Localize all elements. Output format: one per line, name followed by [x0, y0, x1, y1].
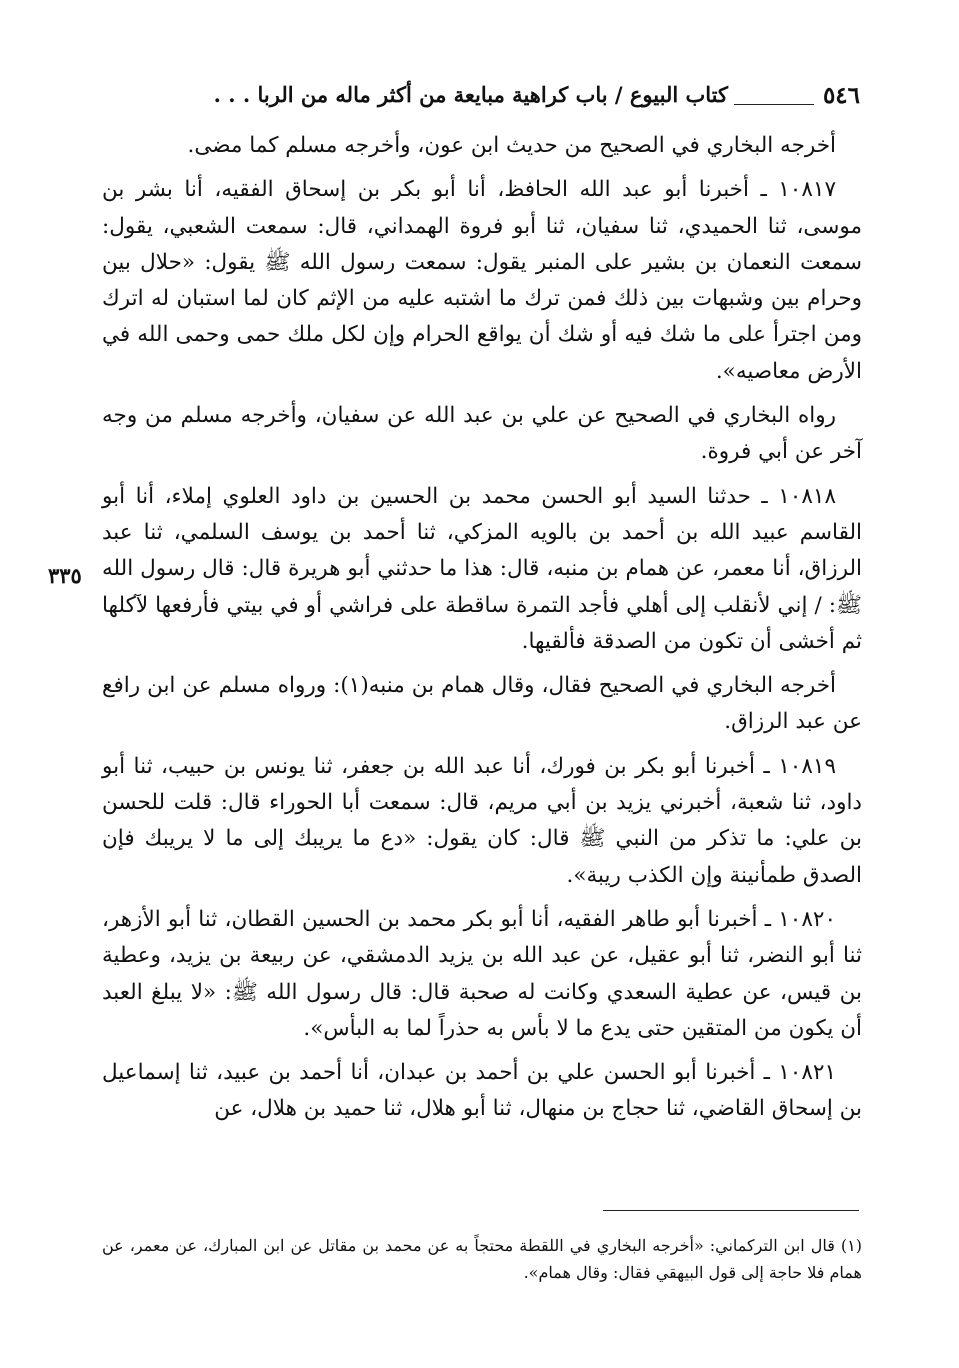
margin-page-reference: ٣٣٥	[48, 563, 82, 588]
header-rule	[734, 104, 814, 105]
paragraph: رواه البخاري في الصحيح عن علي بن عبد الله عن سفيان، وأخرجه مسلم من وجه آخر عن أبي فروة.	[102, 403, 862, 465]
page-number: ٥٤٦	[822, 82, 860, 109]
page-header	[108, 78, 860, 118]
hadith-10817: ١٠٨١٧ ـ أخبرنا أبو عبد الله الحافظ، أنا أبو بكر بن إسحاق الفقيه، أنا بشر بن موسى، ثنا الحميدي، ثنا سفيان، ثنا أبو فروة الهمداني، قال: سمعت الشعبي، يقول: سمعت النعمان بن بشير على المنبر يقول: سمعت رسول الله ﷺ يقول: «حلال بين وحرام بين وشبهات بين ذلك فمن ترك ما اشتبه عليه من الإثم كان لما استبان له اترك ومن اجترأ على ما شك فيه أو شك أن يواقع الحرام وإن لكل ملك حمى وحمى الله في الأرض معاصيه».	[102, 177, 862, 384]
footnote-separator	[603, 1210, 859, 1211]
hadith-10820: ١٠٨٢٠ ـ أخبرنا أبو طاهر الفقيه، أنا أبو بكر محمد بن الحسين القطان، ثنا أبو الأزهر، ثنا أبو النضر، ثنا أبو عقيل، عن عبد الله بن يزيد الدمشقي، عن ربيعة بن يزيد، وعطية بن قيس، عن عطية السعدي وكانت له صحبة قال: قال رسول الله ﷺ: «لا يبلغ العبد أن يكون من المتقين حتى يدع ما لا بأس به حذراً لما به البأس».	[102, 906, 862, 1041]
main-text	[102, 128, 862, 1136]
hadith-10818: ١٠٨١٨ ـ حدثنا السيد أبو الحسن محمد بن الحسين بن داود العلوي إملاء، أنا أبو القاسم عبيد الله بن أحمد بن بالويه المزكي، ثنا أحمد بن يوسف السلمي، ثنا عبد الرزاق، أنا معمر، عن همام بن منبه، قال: هذا ما حدثني أبو هريرة قال: قال رسول الله ﷺ: / إني لأنقلب إلى أهلي فأجد التمرة ساقطة على فراشي أو في بيتي فأرفعها لآكلها ثم أخشى أن تكون من الصدقة فألقيها.	[102, 483, 862, 654]
running-title: كتاب البيوع / باب كراهية مبايعة من أكثر ماله من الربا . . .	[213, 82, 728, 107]
hadith-10819: ١٠٨١٩ ـ أخبرنا أبو بكر بن فورك، أنا عبد الله بن جعفر، ثنا يونس بن حبيب، ثنا أبو داود، ثنا شعبة، أخبرني يزيد بن أبي مريم، قال: سمعت أبا الحوراء قال: قلت للحسن بن علي: ما تذكر من النبي ﷺ قال: كان يقول: «دع ما يريبك إلى ما لا يريبك فإن الصدق طمأنينة وإن الكذب ريبة».	[102, 753, 862, 888]
footnote: (١) قال ابن التركماني: «أخرجه البخاري في اللقطة محتجاً به عن محمد بن مقاتل عن ابن المبارك، عن معمر، عن همام فلا حاجة إلى قول البيهقي فقال: وقال همام».	[102, 1236, 862, 1282]
paragraph: أخرجه البخاري في الصحيح فقال، وقال همام بن منبه(١): ورواه مسلم عن ابن رافع عن عبد الرزاق.	[102, 673, 862, 735]
paragraph: أخرجه البخاري في الصحيح من حديث ابن عون، وأخرجه مسلم كما مضى.	[187, 133, 836, 158]
hadith-10821: ١٠٨٢١ ـ أخبرنا أبو الحسن علي بن أحمد بن عبدان، أنا أحمد بن عبيد، ثنا إسماعيل بن إسحاق القاضي، ثنا حجاج بن منهال، ثنا أبو هلال، ثنا حميد بن هلال، عن	[102, 1060, 862, 1122]
